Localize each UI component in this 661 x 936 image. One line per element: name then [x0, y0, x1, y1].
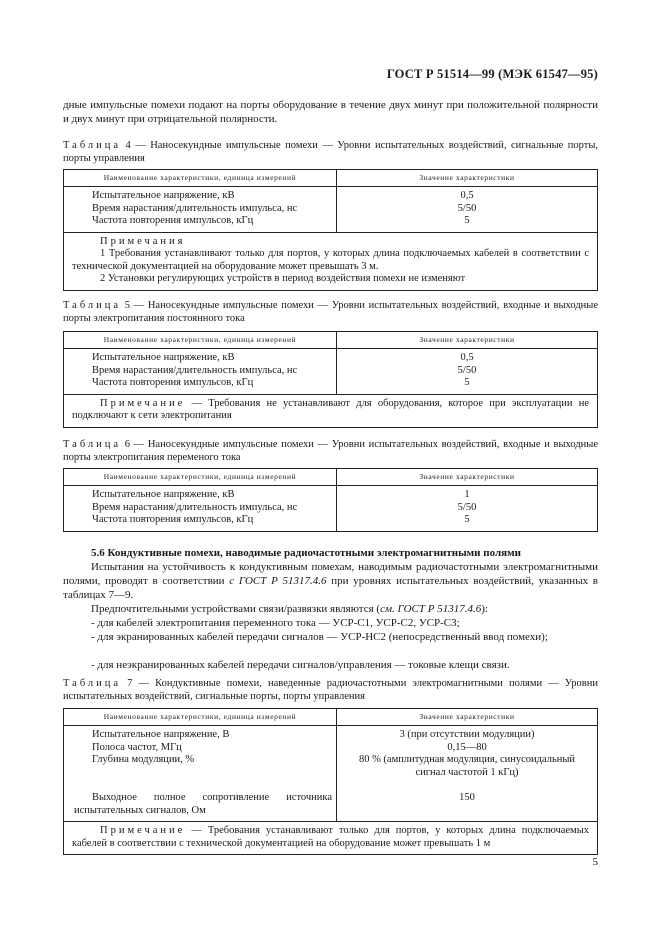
table-row-name: Испытательное напряжение, кВ: [92, 190, 235, 201]
table7-note-paragraph: [72, 825, 589, 850]
table5-names-cell: [64, 349, 337, 395]
table7-names-cell: [64, 726, 337, 822]
table5-col2-header: Значение характеристики: [337, 332, 598, 349]
table7: [63, 708, 598, 855]
table-row-name: Испытательное напряжение, кВ: [92, 489, 235, 500]
table5-caption: [63, 299, 598, 325]
table-row-name: Частота повторения импульсов, кГц: [92, 514, 254, 525]
table4-note-row: [64, 232, 598, 290]
table-row-name: Испытательное напряжение, кВ: [92, 352, 235, 363]
table6-data-row: [64, 486, 598, 532]
table-row-value: 5: [464, 215, 470, 226]
table4-caption: [63, 139, 598, 165]
table6-col2-header: Значение характеристики: [337, 469, 598, 486]
table5-note-paragraph: [72, 398, 589, 423]
table5-col1-header: Наименование характеристики, единица измерений: [64, 332, 337, 349]
table4-col1-header: Наименование характеристики, единица измерений: [64, 170, 337, 187]
table5-note-label: Примечание: [100, 397, 186, 409]
table-row-name: Время нарастания/длительность импульса, нс: [92, 202, 298, 214]
table-row-value: 80 % (амплитудная модуляция, синусоидальный сигнал частотой 1 кГц): [358, 754, 576, 778]
p1-text-a: Испытания на устойчивость к кондуктивным помехам, наводимым радиочастотными электромагнитными полями, проводят в соответствии: [63, 561, 598, 587]
table-row-value: 0,5: [460, 190, 474, 201]
table-row-value: 5/50: [457, 501, 477, 513]
page-number: 5: [592, 856, 598, 868]
section-5-6-paragraph-2: [63, 602, 598, 616]
table4-caption-word: Таблица: [63, 140, 122, 151]
p1-text-b: при уровнях испытательных воздействий, указанных в таблицах 7—9.: [63, 575, 598, 601]
table4-notes: [64, 232, 598, 290]
table-row-name: Частота повторения импульсов, кГц: [92, 377, 254, 388]
table-row-value: 5/50: [457, 202, 477, 214]
table6-caption-word: Таблица: [63, 439, 122, 450]
table7-note-label: Примечание: [100, 825, 186, 836]
p1-standard-ref: с ГОСТ Р 51317.4.6: [229, 575, 327, 587]
table-row-value: 0,5: [460, 352, 474, 363]
table4-caption-text: 4 — Наносекундные импульсные помехи — Уровни испытательных воздействий, сигнальные порты, порты управления: [63, 140, 598, 164]
p2-text-b: ):: [481, 603, 488, 615]
p2-standard-ref: см. ГОСТ Р 51317.4.6: [380, 603, 482, 615]
list-item: - для экранированных кабелей передачи сигналов — УСР-НС2 (непосредственный ввод помехи);: [91, 631, 548, 643]
table4: [63, 169, 598, 291]
table5-note-row: [64, 394, 598, 427]
table-row-value: 1: [464, 489, 470, 500]
table-row-value: 5: [464, 377, 470, 388]
intro-paragraph: дные импульсные помехи подают на порты оборудование в течение двух минут при положительной полярности и двух минут при отрицательной полярности.: [63, 99, 598, 125]
table6-values-cell: [337, 486, 598, 532]
table-row-value: 5: [464, 514, 470, 525]
table4-names-cell: [64, 187, 337, 233]
table7-note-row: [64, 822, 598, 855]
table5-caption-word: Таблица: [63, 300, 122, 311]
table-row-value: 5/50: [457, 364, 477, 376]
table6: [63, 468, 598, 532]
list-item: - для неэкранированных кабелей передачи сигналов/управления — токовые клещи связи.: [91, 659, 510, 671]
table5-header-row: [64, 332, 598, 349]
document-header: ГОСТ Р 51514—99 (МЭК 61547—95): [386, 67, 598, 81]
table4-data-row: [64, 187, 598, 233]
table4-header-row: [64, 170, 598, 187]
table4-note-1: 1 Требования устанавливают только для портов, у которых длина подключаемых кабелей в соответствии с технической документацией на оборудование может превышать 3 м.: [72, 248, 589, 272]
table6-header-row: [64, 469, 598, 486]
table7-data-row: [64, 726, 598, 822]
list-item: - для кабелей электропитания переменного тока — УСР-С1, УСР-С2, УСР-С3;: [91, 617, 460, 629]
table4-col2-header: Значение характеристики: [337, 170, 598, 187]
table7-header-row: [64, 709, 598, 726]
table-row-value: 0,15—80: [447, 741, 487, 753]
table7-col1-header: Наименование характеристики, единица измерений: [64, 709, 337, 726]
table5: [63, 331, 598, 428]
table-row-name: Испытательное напряжение, В: [92, 729, 230, 740]
section-5-6-paragraph-1: [63, 560, 598, 602]
table7-col2-header: Значение характеристики: [337, 709, 598, 726]
table5-values-cell: [337, 349, 598, 395]
table-row-value: 3 (при отсутствии модуляции): [399, 729, 535, 740]
table6-col1-header: Наименование характеристики, единица измерений: [64, 469, 337, 486]
table-row-name: Время нарастания/длительность импульса, нс: [92, 364, 298, 376]
table6-names-cell: [64, 486, 337, 532]
table5-data-row: [64, 349, 598, 395]
p2-text-a: Предпочтительными устройствами связи/развязки являются (: [91, 603, 381, 615]
table7-note-text: — Требования устанавливают только для портов, у которых длина подключаемых кабелей в соответствии с технической документацией на оборудование может превышать 1 м: [72, 825, 589, 849]
table6-caption-text: 6 — Наносекундные импульсные помехи — Уровни испытательных воздействий, входные и выходные порты электропитания переменого тока: [63, 439, 598, 463]
table5-note: [64, 394, 598, 427]
table-row-name: Время нарастания/длительность импульса, нс: [92, 501, 298, 513]
table7-caption-text: 7 — Кондуктивные помехи, наведенные радиочастотными электромагнитными полями — Уровни испытательных воздействий, сигнальные порты, порты управления: [63, 678, 598, 702]
table4-values-cell: [337, 187, 598, 233]
table5-caption-text: 5 — Наносекундные импульсные помехи — Уровни испытательных воздействий, входные и выходные порты электропитания постоянного тока: [63, 300, 598, 324]
table-row-name: Частота повторения импульсов, кГц: [92, 215, 254, 226]
table4-note-title: Примечания: [100, 235, 186, 247]
table-row-name: Полоса частот, МГц: [92, 741, 182, 753]
table7-caption-word: Таблица: [63, 678, 122, 689]
table7-caption: [63, 677, 598, 703]
table4-note-2: 2 Установки регулирующих устройств в период воздействия помехи не изменяют: [100, 273, 466, 284]
table7-note: [64, 822, 598, 855]
table6-caption: [63, 438, 598, 464]
table-row-name: Выходное полное сопротивление источника испытательных сигналов, Ом: [74, 792, 332, 816]
section-5-6-title: 5.6 Кондуктивные помехи, наводимые радиочастотными электромагнитными полями: [91, 547, 521, 559]
table-row-value: 150: [459, 792, 475, 803]
table5-note-text: — Требования не устанавливают для оборудования, которое при эксплуатации не подключают к сети электропитания: [72, 397, 589, 421]
table-row-name: Глубина модуляции, %: [92, 754, 195, 765]
table7-values-cell: [337, 726, 598, 822]
